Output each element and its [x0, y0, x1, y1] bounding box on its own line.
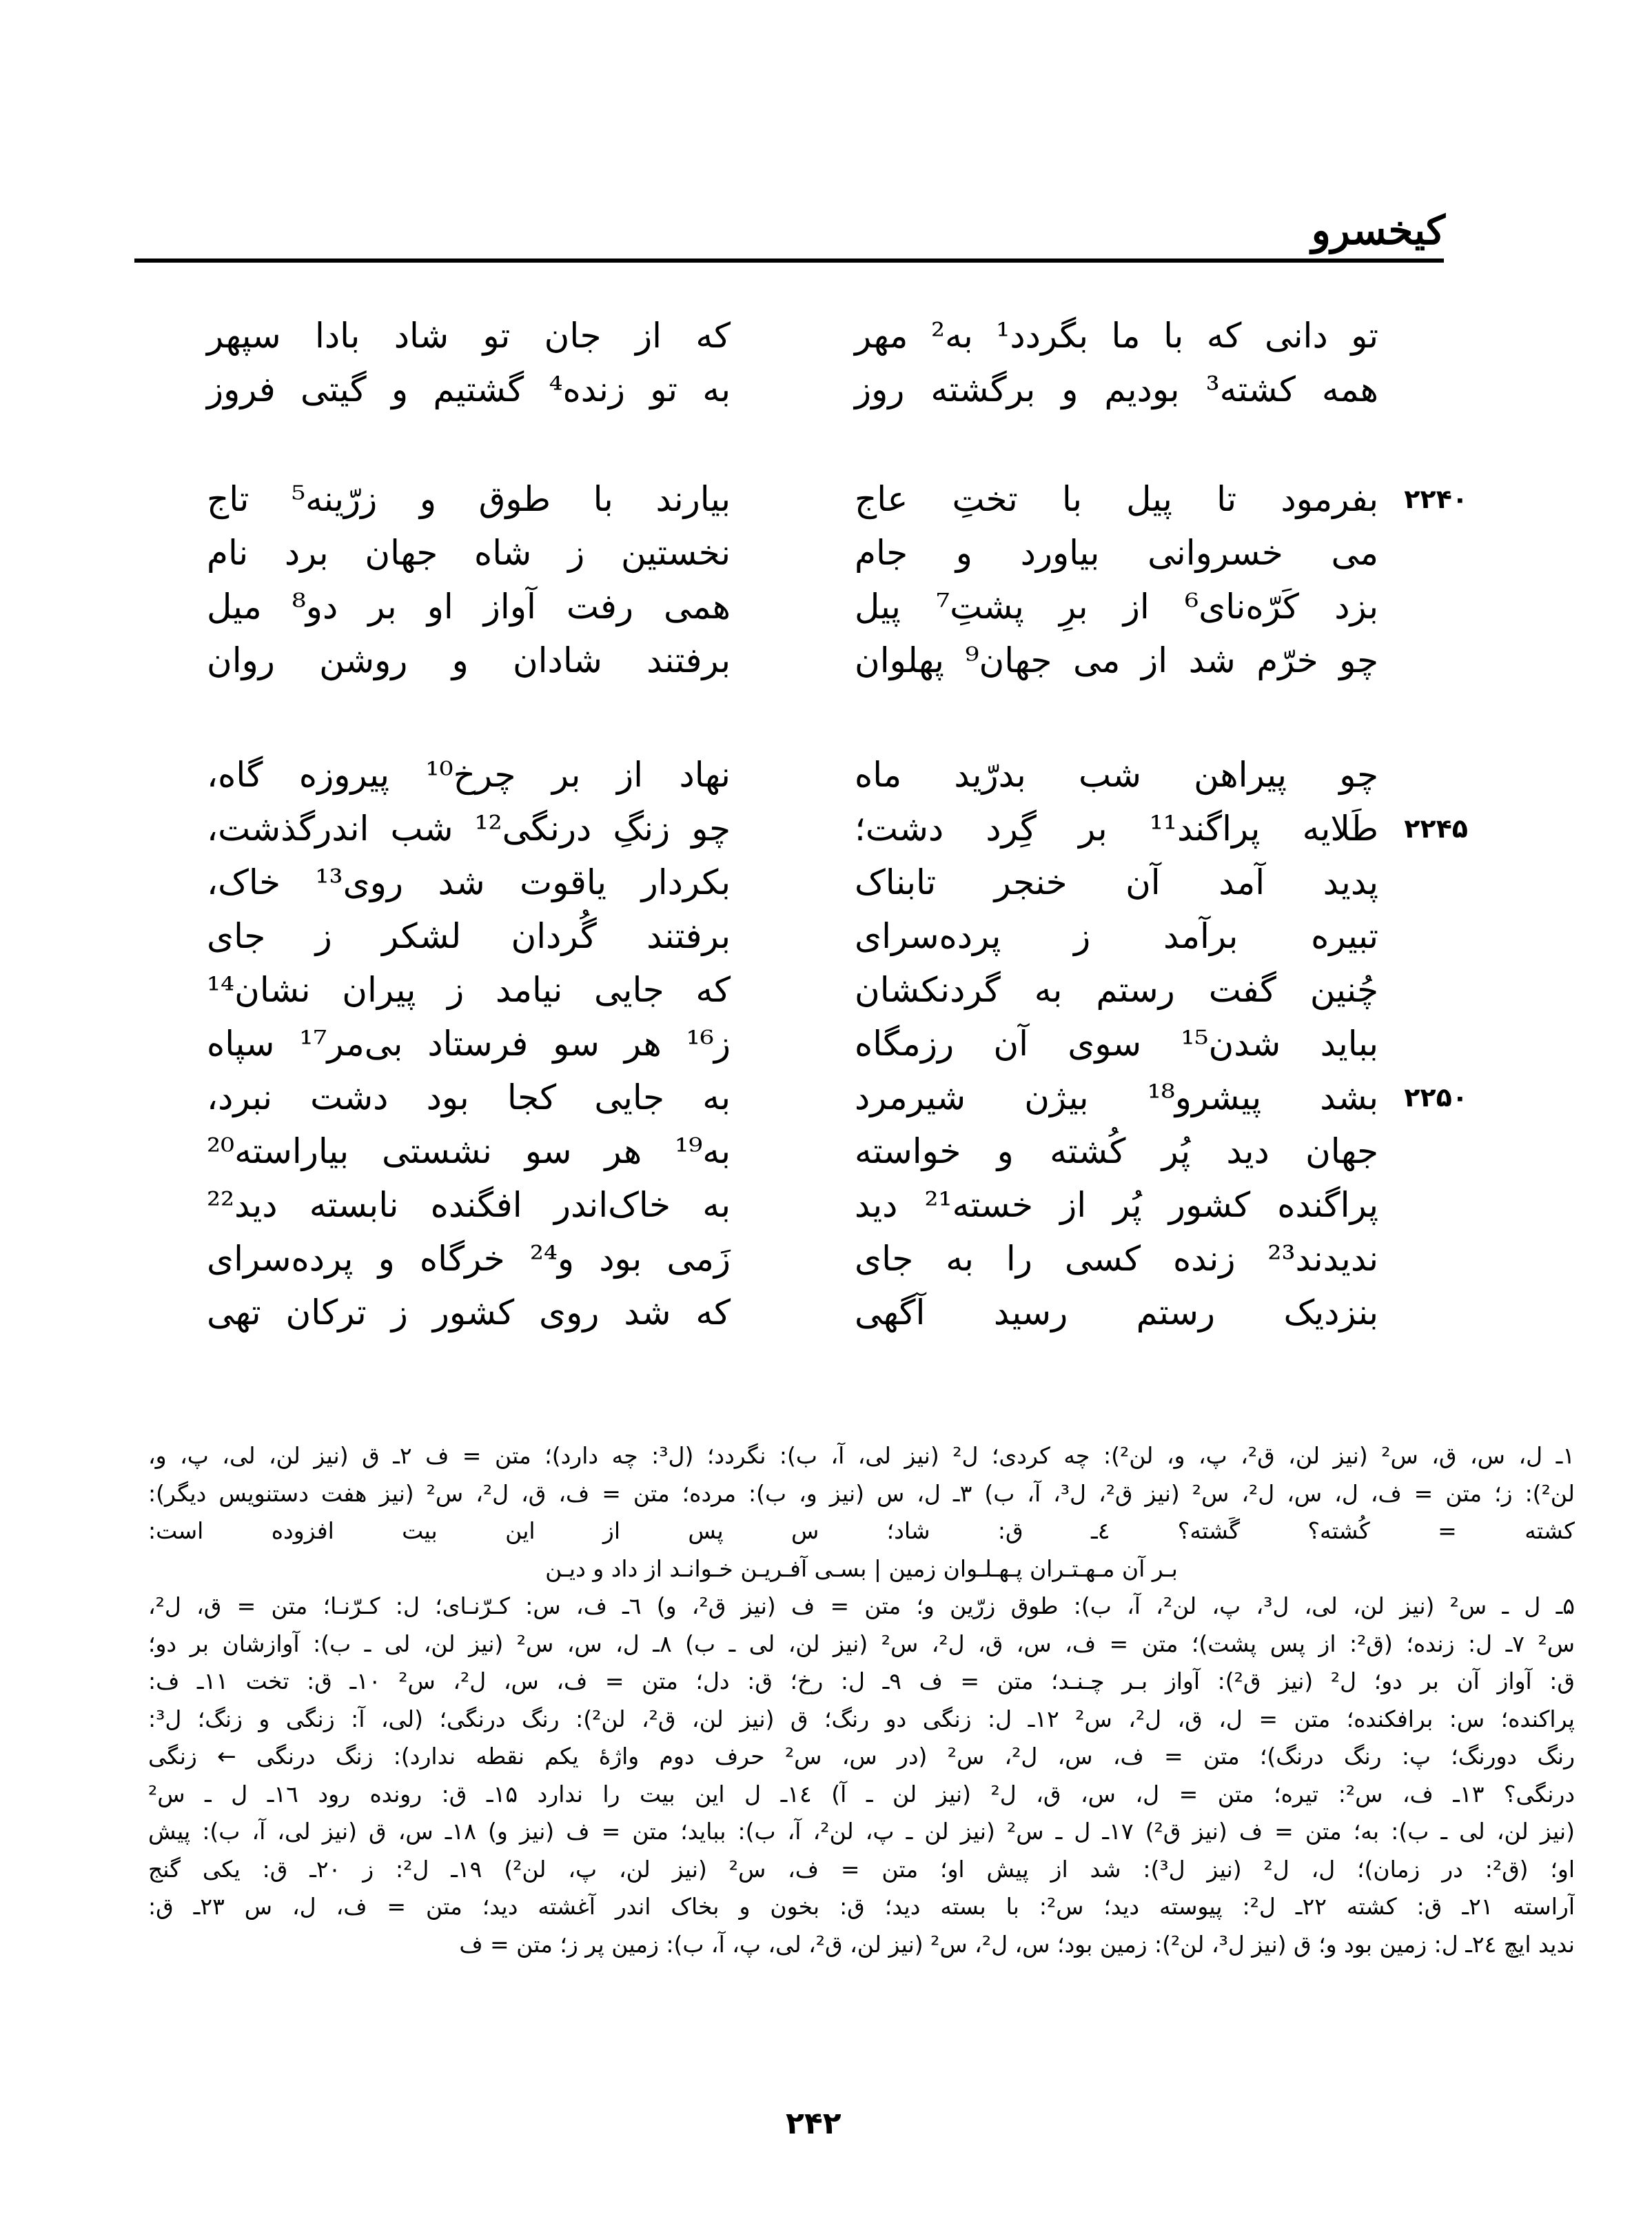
hemistich-second: چو زنگِ درنگی¹² شب اندرگذشت،	[207, 809, 731, 849]
verse	[207, 309, 1378, 363]
page-number: ۲۴۲	[786, 2106, 842, 2141]
hemistich-second: به¹⁹ هر سو نشستی بیاراسته²⁰	[207, 1131, 731, 1171]
hemistich-first: طَلایه پراگند¹¹ بر گِرد دشت؛	[855, 809, 1378, 849]
hemistich-first: تبیره برآمد ز پرده‌سرای	[855, 916, 1378, 956]
verse	[207, 802, 1468, 855]
hemistich-first: تو دانی که با ما بگردد¹ به² مهر	[855, 316, 1379, 356]
footnote-line: آراسته ۲۱ـ ق: کشته ۲۲ـ ل²: پیوسته دید؛ س²: با بسته دید؛ ق: بخون و بخاک اندر آغشته دید؛ متن = ف، ل، س ۲۳ـ ق:	[148, 1893, 1575, 1920]
verse	[207, 909, 1378, 963]
verse	[207, 363, 1378, 416]
hemistich-second: ز¹⁶ هر سو فرستاد بی‌مر¹⁷ سپاه	[207, 1024, 731, 1064]
hemistich-first: بشد پیشرو¹⁸ بیژن شیرمرد	[855, 1077, 1378, 1117]
verse	[207, 1017, 1378, 1071]
footnote-line: ق: آواز آن بر دو؛ ل² (نیز ق²): آواز بـر چـنـد؛ متن = ف ۹ـ ل: رخ؛ ق: دل؛ متن = ف، س، ل²، س² ۱۰ـ ق: تخت ۱۱ـ ف:	[148, 1668, 1575, 1694]
footnote-quoted-verse: بـر آن مـهـتـران پـهـلـوان زمین | بسـی آفـریـن خـوانـد از داد و دیـن	[545, 1554, 1178, 1582]
hemistich-first: جهان دید پُر کُشته و خواسته	[855, 1131, 1378, 1171]
verse	[207, 526, 1378, 580]
hemistich-second: نخستین ز شاه جهان برد نام	[207, 533, 731, 573]
hemistich-first: پدید آمد آن خنجر تابناک	[855, 862, 1378, 902]
hemistich-second: بیارند با طوق و زرّینه⁵ تاج	[207, 479, 731, 519]
hemistich-first: بزد کَرّه‌نای⁶ از برِ پشتِ⁷ پیل	[855, 587, 1378, 627]
verse	[207, 634, 1378, 687]
footnote-line: ۵ـ ل ـ س² (نیز لن، لی، ل³، پ، لن²، آ، ب): طوق زرّین و؛ متن = ف (نیز ق²، و) ٦ـ ف، س: کـرّنـای؛ ل: کـرّنـا؛ متن = ق، ل²،	[148, 1592, 1575, 1619]
footnotes	[148, 1437, 1575, 1963]
verse	[207, 472, 1468, 526]
footnote-line: س² ۷ـ ل: زنده؛ (ق²: از پس پشت)؛ متن = ف، س، ق، ل²، س² (نیز لن، لی ـ ب) ۸ـ ل، س، س² (نیز لن، لی ـ ب): آوازشان بر دو؛	[148, 1630, 1575, 1657]
footnote-line: پراکنده؛ س: برافکنده؛ متن = ل، ق، ل²، س² ۱۲ـ ل: زنگی دو رنگ؛ ق (نیز لن، ق²، لن²): رنگ درنگی؛ (لی، آ: زنگی و زنگ؛ ل³:	[148, 1705, 1575, 1732]
hemistich-second: به تو زنده⁴ گشتیم و گیتی فروز	[207, 369, 731, 409]
verse	[207, 1124, 1378, 1178]
hemistich-first: چُنین گفت رستم به گردنکشان	[855, 970, 1378, 1010]
verse	[207, 1178, 1378, 1232]
hemistich-second: نهاد از بر چرخ¹⁰ پیروزه گاه،	[207, 755, 731, 795]
hemistich-second: برفتند گُردان لشکر ز جای	[207, 916, 731, 956]
footnote-line: ندید ایچ ۲٤ـ ل: زمین بود و؛ ق (نیز ل³، لن²): زمین بود؛ س، ل²، س² (نیز لن، ق²، لی، پ، آ، ب): زمین پر ز؛ متن = ف	[459, 1930, 1575, 1958]
hemistich-first: پراگنده کشور پُر از خسته²¹ دید	[855, 1185, 1378, 1225]
header-rule	[134, 259, 1444, 263]
verse	[207, 1286, 1378, 1339]
verse	[207, 1071, 1468, 1124]
hemistich-first: چو خرّم شد از می جهان⁹ پهلوان	[855, 640, 1378, 680]
verse	[207, 580, 1378, 634]
verse	[207, 963, 1378, 1017]
hemistich-first: می خسروانی بیاورد و جام	[855, 533, 1378, 573]
hemistich-second: که شد روی کشور ز ترکان تهی	[207, 1293, 731, 1333]
verse	[207, 1232, 1378, 1286]
footnote-line: کشته = کُشته؟ گَشته؟ ٤ـ ق: شاد؛ س پس از این بیت افزوده است:	[148, 1517, 1575, 1544]
verse	[207, 855, 1378, 909]
line-number: ۲۲۵۰	[1404, 1082, 1468, 1113]
footnote-line: (نیز لن، لی ـ ب): به؛ متن = ف (نیز ق²) ۱۷ـ ل ـ س² (نیز لن ـ پ، لن²، آ، ب): بباید؛ متن = ف (نیز و) ۱۸ـ س، ق (نیز لی، آ، ب): پیش	[148, 1818, 1575, 1845]
footnote-line: درنگی؟ ۱۳ـ ف، س²: تیره؛ متن = ل، س، ق، ل² (نیز لن ـ آ) ۱٤ـ ل این بیت را ندارد ۱۵ـ ق: رونده رود ۱٦ـ ل ـ س²	[148, 1780, 1575, 1807]
hemistich-second: بکردار یاقوت شد روی¹³ خاک،	[207, 862, 731, 902]
hemistich-second: به جایی کجا بود دشت نبرد،	[207, 1077, 731, 1117]
hemistich-second: برفتند شادان و روشن روان	[207, 640, 731, 680]
stanza-3	[207, 748, 1468, 1339]
verse	[207, 748, 1378, 802]
footnote-line: لن²): ز؛ متن = ف، ل، س، ل²، س² (نیز ق²، ل³، آ، ب) ۳ـ ل، س (نیز و، ب): مرده؛ متن = ف، ق، ل²، س² (نیز هفت دستنویس دیگر):	[148, 1479, 1575, 1507]
hemistich-second: زَمی بود و²⁴ خرگاه و پرده‌سرای	[207, 1239, 731, 1279]
line-number: ۲۲۴۵	[1404, 813, 1468, 844]
hemistich-second: به خاک‌اندر افگنده نابسته دید²²	[207, 1185, 731, 1225]
hemistich-first: چو پیراهن شب بدرّید ماه	[855, 755, 1378, 795]
footnote-line: رنگ دورنگ؛ پ: رنگ درنگ)؛ متن = ف، س، ل²، س² (در س، س² حرف دوم واژهٔ یکم نقطه ندارد): زنگ درنگی ← زنگی	[148, 1743, 1575, 1770]
hemistich-first: بنزدیک رستم رسید آگهی	[855, 1293, 1378, 1333]
stanza-1	[207, 309, 1378, 416]
hemistich-second: همی رفت آواز او بر دو⁸ میل	[207, 587, 731, 627]
running-title: کیخسرو	[1311, 207, 1445, 254]
hemistich-second: که از جان تو شاد بادا سپهر	[207, 316, 731, 356]
hemistich-first: بفرمود تا پیل با تختِ عاج	[855, 479, 1378, 519]
hemistich-first: بباید شدن¹⁵ سوی آن رزمگاه	[855, 1024, 1378, 1064]
hemistich-second: که جایی نیامد ز پیران نشان¹⁴	[207, 970, 731, 1010]
hemistich-first: همه کشته³ بودیم و برگشته روز	[855, 369, 1379, 409]
line-number: ۲۲۴۰	[1404, 484, 1468, 514]
stanza-2	[207, 472, 1468, 687]
hemistich-first: ندیدند²³ زنده کسی را به جای	[855, 1239, 1378, 1279]
footnote-line: ۱ـ ل، س، ق، س² (نیز لن، ق²، پ، و، لن²): چه کردی؛ ل² (نیز لی، آ، ب): نگردد؛ (ل³: چه دارد)؛ متن = ف ۲ـ ق (نیز لن، لی، پ، و،	[148, 1442, 1575, 1469]
footnote-line: او؛ (ق²: در زمان)؛ ل، ل² (نیز ل³): شد از پیش او؛ متن = ف، س² (نیز لن، پ، لن²) ۱۹ـ ل²: ز ۲۰ـ ق: یکی گنج	[148, 1855, 1575, 1883]
